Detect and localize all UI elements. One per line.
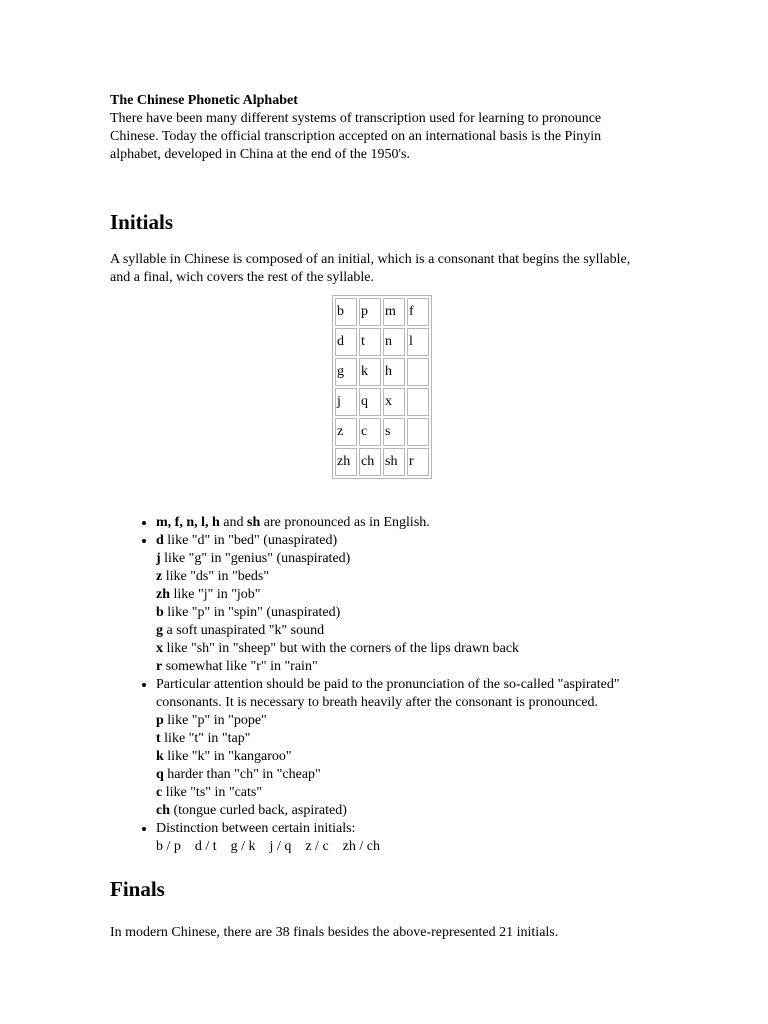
pronunciation-line bbox=[156, 712, 650, 730]
pronunciation-line bbox=[156, 586, 650, 604]
table-cell: zh bbox=[335, 448, 357, 476]
table-cell: m bbox=[383, 298, 405, 326]
distinction-pairs: b / p d / t g / k j / q z / c zh / ch bbox=[156, 839, 380, 854]
pronunciation-text: like "t" in "tap" bbox=[160, 731, 251, 746]
table-row bbox=[335, 298, 429, 326]
initial-key: b bbox=[156, 605, 164, 620]
pronunciation-line bbox=[156, 532, 650, 550]
initials-table-wrap bbox=[110, 295, 650, 479]
table-row bbox=[335, 388, 429, 416]
doc-title: The Chinese Phonetic Alphabet bbox=[110, 93, 298, 108]
initial-key: k bbox=[156, 749, 164, 764]
pronunciation-text: somewhat like "r" in "rain" bbox=[162, 659, 318, 674]
table-cell: sh bbox=[383, 448, 405, 476]
aspirated-intro: • Particular attention should be paid to the pronunciation of the so-called "aspirated" consonants. It is necessary to breath heavily after the consonant is pronounced. bbox=[156, 677, 620, 710]
initial-key: ch bbox=[156, 803, 170, 818]
initials-paragraph: A syllable in Chinese is composed of an initial, which is a consonant that begins the syllable, and a final, wich covers the rest of the syllable. bbox=[110, 252, 631, 285]
pronunciation-text: like "p" in "spin" (unaspirated) bbox=[163, 605, 341, 620]
connector-text: and bbox=[219, 515, 248, 530]
pronunciation-text: like "k" in "kangaroo" bbox=[163, 749, 292, 764]
table-cell: r bbox=[407, 448, 429, 476]
list-item bbox=[156, 514, 650, 532]
list-item bbox=[156, 676, 650, 820]
table-cell: t bbox=[359, 328, 381, 356]
table-cell: s bbox=[383, 418, 405, 446]
pronunciation-text: like "j" in "job" bbox=[170, 587, 261, 602]
table-cell: x bbox=[383, 388, 405, 416]
initial-key: r bbox=[156, 659, 163, 674]
distinction-intro: • Distinction between certain initials: bbox=[156, 821, 356, 836]
pronunciation-text: harder than "ch" in "cheap" bbox=[163, 767, 321, 782]
table-cell: b bbox=[335, 298, 357, 326]
list-item-text: are pronounced as in English. bbox=[260, 515, 430, 530]
initial-key: t bbox=[156, 731, 161, 746]
pronunciation-text: a soft unaspirated "k" sound bbox=[163, 623, 325, 638]
initial-key: j bbox=[156, 551, 161, 566]
table-cell: q bbox=[359, 388, 381, 416]
bold-initials: m, f, n, l, h bbox=[156, 515, 220, 530]
table-cell: ch bbox=[359, 448, 381, 476]
pronunciation-text: like "ds" in "beds" bbox=[162, 569, 270, 584]
table-cell bbox=[407, 418, 429, 446]
pronunciation-text: like "g" in "genius" (unaspirated) bbox=[160, 551, 351, 566]
pronunciation-text: like "sh" in "sheep" but with the corners of the lips drawn back bbox=[163, 641, 520, 656]
initials-table bbox=[332, 295, 432, 479]
table-cell: h bbox=[383, 358, 405, 386]
initial-key: p bbox=[156, 713, 164, 728]
pronunciation-text: like "ts" in "cats" bbox=[162, 785, 263, 800]
pronunciation-line bbox=[156, 766, 650, 784]
bold-sh: sh bbox=[247, 515, 261, 530]
initial-key: d bbox=[156, 533, 164, 548]
pronunciation-text: like "p" in "pope" bbox=[163, 713, 267, 728]
pronunciation-line bbox=[156, 784, 650, 802]
pronunciation-text: like "d" in "bed" (unaspirated) bbox=[163, 533, 338, 548]
pronunciation-text: (tongue curled back, aspirated) bbox=[170, 803, 347, 818]
initial-key: zh bbox=[156, 587, 170, 602]
table-row bbox=[335, 418, 429, 446]
pronunciation-line bbox=[156, 748, 650, 766]
table-cell: c bbox=[359, 418, 381, 446]
pronunciation-line bbox=[156, 622, 650, 640]
table-row bbox=[335, 328, 429, 356]
document-body bbox=[110, 92, 650, 942]
table-cell bbox=[407, 358, 429, 386]
table-cell: f bbox=[407, 298, 429, 326]
table-row bbox=[335, 448, 429, 476]
initial-key: g bbox=[156, 623, 163, 638]
list-item bbox=[156, 820, 650, 856]
table-cell: z bbox=[335, 418, 357, 446]
initial-key: q bbox=[156, 767, 164, 782]
table-cell: n bbox=[383, 328, 405, 356]
finals-paragraph: In modern Chinese, there are 38 finals besides the above-represented 21 initials. bbox=[110, 925, 559, 940]
pronunciation-line bbox=[156, 550, 650, 568]
pronunciation-line bbox=[156, 604, 650, 622]
table-row bbox=[335, 358, 429, 386]
finals-heading: Finals bbox=[110, 877, 165, 901]
table-cell: l bbox=[407, 328, 429, 356]
table-cell: d bbox=[335, 328, 357, 356]
initials-heading: Initials bbox=[110, 210, 174, 234]
pronunciation-line bbox=[156, 640, 650, 658]
initial-key: x bbox=[156, 641, 163, 656]
pronunciation-line bbox=[156, 730, 650, 748]
pronunciation-line bbox=[156, 658, 650, 676]
pronunciation-line bbox=[156, 568, 650, 586]
table-cell bbox=[407, 388, 429, 416]
pronunciation-line bbox=[156, 802, 650, 820]
table-cell: g bbox=[335, 358, 357, 386]
table-cell: p bbox=[359, 298, 381, 326]
table-cell: k bbox=[359, 358, 381, 386]
initial-key: z bbox=[156, 569, 163, 584]
initial-key: c bbox=[156, 785, 163, 800]
intro-paragraph: There have been many different systems of transcription used for learning to pronounce Chinese. Today the official transcription accepted on an international basis is the Pinyin alphabet, developed in China at the end of the 1950's. bbox=[110, 111, 602, 162]
pronunciation-list bbox=[110, 514, 650, 856]
table-cell: j bbox=[335, 388, 357, 416]
list-item bbox=[156, 532, 650, 676]
